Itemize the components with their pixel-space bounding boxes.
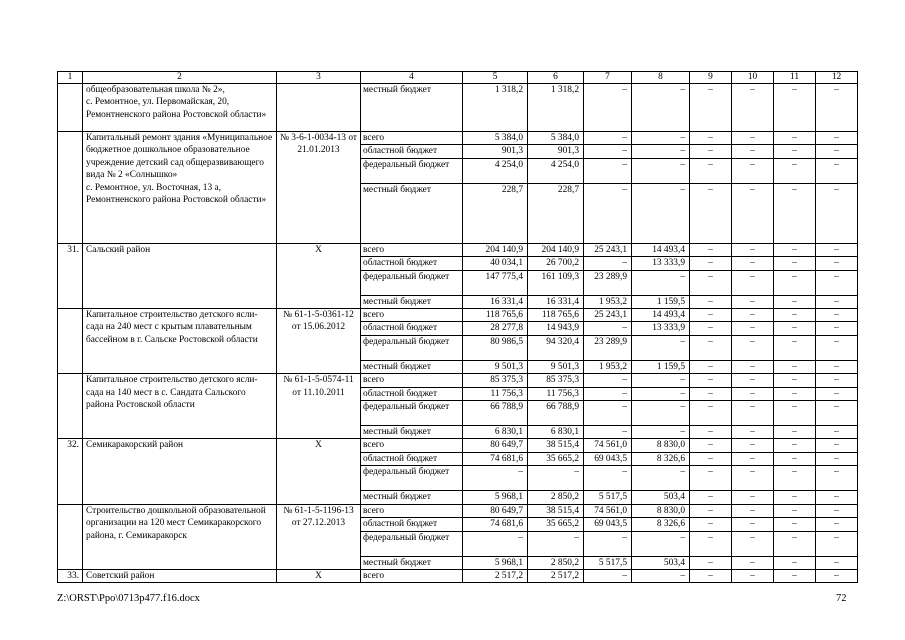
value-cell: – xyxy=(632,466,690,491)
budget-type-cell: местный бюджет xyxy=(361,295,463,308)
value-cell: 23 289,9 xyxy=(584,335,632,360)
value-cell: – xyxy=(690,183,732,243)
row-number-cell xyxy=(58,132,83,244)
value-cell: 16 331,4 xyxy=(528,295,584,308)
value-cell: – xyxy=(690,518,732,531)
value-cell: 13 333,9 xyxy=(632,322,690,335)
document-cell: № 61-1-5-0361-12 от 15.06.2012 xyxy=(277,309,361,374)
value-cell: – xyxy=(632,145,690,158)
budget-type-cell: областной бюджет xyxy=(361,322,463,335)
value-cell: – xyxy=(528,466,584,491)
budget-type-cell: местный бюджет xyxy=(361,84,463,132)
value-cell: 5 517,5 xyxy=(584,556,632,569)
value-cell: 13 333,9 xyxy=(632,257,690,270)
value-cell: – xyxy=(816,295,858,308)
value-cell: – xyxy=(774,491,816,504)
value-cell: – xyxy=(690,243,732,256)
value-cell: – xyxy=(732,504,774,517)
value-cell: 8 830,0 xyxy=(632,439,690,452)
value-cell: 38 515,4 xyxy=(528,504,584,517)
value-cell: – xyxy=(732,466,774,491)
value-cell: 25 243,1 xyxy=(584,309,632,322)
value-cell: – xyxy=(690,257,732,270)
value-cell: – xyxy=(816,374,858,387)
value-cell: – xyxy=(632,132,690,145)
value-cell: – xyxy=(632,387,690,400)
value-cell: 74 681,6 xyxy=(463,518,528,531)
value-cell: 38 515,4 xyxy=(528,439,584,452)
value-cell: – xyxy=(774,439,816,452)
row-number-cell: 32. xyxy=(58,439,83,504)
budget-type-cell: федеральный бюджет xyxy=(361,270,463,295)
object-name-cell: Капитальное строительство детского ясли-сада на 140 мест в с. Сандата Сальского района Ростовской области xyxy=(83,374,277,439)
value-cell: – xyxy=(690,556,732,569)
column-header: 10 xyxy=(732,72,774,84)
value-cell: – xyxy=(732,270,774,295)
value-cell: 94 320,4 xyxy=(528,335,584,360)
value-cell: – xyxy=(732,439,774,452)
value-cell: 5 968,1 xyxy=(463,491,528,504)
value-cell: – xyxy=(774,401,816,426)
value-cell: 8 326,6 xyxy=(632,452,690,465)
value-cell: – xyxy=(632,401,690,426)
value-cell: – xyxy=(816,132,858,145)
value-cell: – xyxy=(732,335,774,360)
value-cell: – xyxy=(690,335,732,360)
value-cell: 228,7 xyxy=(528,183,584,243)
value-cell: 66 788,9 xyxy=(528,401,584,426)
value-cell: – xyxy=(732,401,774,426)
value-cell: – xyxy=(690,132,732,145)
value-cell: – xyxy=(732,569,774,582)
value-cell: – xyxy=(774,132,816,145)
budget-type-cell: всего xyxy=(361,309,463,322)
value-cell: 26 700,2 xyxy=(528,257,584,270)
value-cell: – xyxy=(732,322,774,335)
value-cell: 2 850,2 xyxy=(528,556,584,569)
table-header-row xyxy=(58,72,858,84)
value-cell: 2 850,2 xyxy=(528,491,584,504)
value-cell: – xyxy=(632,270,690,295)
value-cell: 5 517,5 xyxy=(584,491,632,504)
value-cell: – xyxy=(690,426,732,439)
value-cell: – xyxy=(690,439,732,452)
budget-type-cell: федеральный бюджет xyxy=(361,531,463,556)
value-cell: – xyxy=(732,531,774,556)
value-cell: 11 756,3 xyxy=(528,387,584,400)
value-cell: – xyxy=(774,309,816,322)
table-row xyxy=(58,84,858,132)
value-cell: – xyxy=(774,518,816,531)
value-cell: 5 384,0 xyxy=(463,132,528,145)
value-cell: 118 765,6 xyxy=(463,309,528,322)
value-cell: – xyxy=(463,466,528,491)
value-cell: – xyxy=(774,243,816,256)
value-cell: – xyxy=(816,452,858,465)
value-cell: 1 318,2 xyxy=(463,84,528,132)
value-cell: – xyxy=(816,387,858,400)
document-cell: Х xyxy=(277,439,361,504)
value-cell: – xyxy=(584,84,632,132)
budget-type-cell: местный бюджет xyxy=(361,360,463,373)
value-cell: 23 289,9 xyxy=(584,270,632,295)
value-cell: 9 501,3 xyxy=(528,360,584,373)
value-cell: – xyxy=(690,531,732,556)
document-cell: Х xyxy=(277,569,361,582)
value-cell: – xyxy=(774,84,816,132)
value-cell: 503,4 xyxy=(632,556,690,569)
value-cell: – xyxy=(632,531,690,556)
budget-type-cell: федеральный бюджет xyxy=(361,401,463,426)
value-cell: – xyxy=(774,531,816,556)
budget-type-cell: всего xyxy=(361,374,463,387)
value-cell: 28 277,8 xyxy=(463,322,528,335)
value-cell: – xyxy=(816,270,858,295)
value-cell: – xyxy=(732,158,774,183)
value-cell: – xyxy=(584,374,632,387)
value-cell: – xyxy=(816,531,858,556)
budget-type-cell: местный бюджет xyxy=(361,426,463,439)
value-cell: – xyxy=(732,426,774,439)
row-number-cell: 31. xyxy=(58,243,83,308)
value-cell: – xyxy=(816,569,858,582)
value-cell: – xyxy=(774,426,816,439)
value-cell: 8 830,0 xyxy=(632,504,690,517)
value-cell: 74 681,6 xyxy=(463,452,528,465)
object-name-cell: Сальский район xyxy=(83,243,277,308)
table-row xyxy=(58,243,858,256)
value-cell: 80 986,5 xyxy=(463,335,528,360)
value-cell: – xyxy=(463,531,528,556)
budget-type-cell: местный бюджет xyxy=(361,556,463,569)
value-cell: 5 968,1 xyxy=(463,556,528,569)
value-cell: 228,7 xyxy=(463,183,528,243)
value-cell: – xyxy=(584,132,632,145)
value-cell: – xyxy=(690,84,732,132)
value-cell: – xyxy=(816,556,858,569)
value-cell: – xyxy=(584,569,632,582)
value-cell: – xyxy=(732,518,774,531)
row-number-cell xyxy=(58,374,83,439)
value-cell: – xyxy=(816,158,858,183)
object-name-cell: Строительство дошкольной образовательной организации на 120 мест Семикаракорского района, г. Семикаракорск xyxy=(83,504,277,569)
column-header: 12 xyxy=(816,72,858,84)
value-cell: 14 493,4 xyxy=(632,309,690,322)
value-cell: – xyxy=(774,387,816,400)
value-cell: – xyxy=(528,531,584,556)
value-cell: – xyxy=(584,158,632,183)
value-cell: – xyxy=(816,426,858,439)
value-cell: – xyxy=(732,491,774,504)
table-row xyxy=(58,504,858,517)
value-cell: – xyxy=(816,439,858,452)
value-cell: – xyxy=(774,295,816,308)
value-cell: – xyxy=(690,491,732,504)
document-cell: № 61-1-5-0574-11 от 11.10.2011 xyxy=(277,374,361,439)
value-cell: – xyxy=(690,295,732,308)
column-header: 7 xyxy=(584,72,632,84)
budget-type-cell: всего xyxy=(361,569,463,582)
value-cell: – xyxy=(690,569,732,582)
value-cell: 14 943,9 xyxy=(528,322,584,335)
value-cell: – xyxy=(584,387,632,400)
value-cell: 118 765,6 xyxy=(528,309,584,322)
value-cell: 1 318,2 xyxy=(528,84,584,132)
value-cell: – xyxy=(690,452,732,465)
column-header: 9 xyxy=(690,72,732,84)
value-cell: – xyxy=(816,518,858,531)
value-cell: – xyxy=(732,145,774,158)
value-cell: 4 254,0 xyxy=(463,158,528,183)
row-number-cell xyxy=(58,309,83,374)
budget-type-cell: областной бюджет xyxy=(361,387,463,400)
column-header: 1 xyxy=(58,72,83,84)
column-header: 11 xyxy=(774,72,816,84)
value-cell: – xyxy=(732,183,774,243)
value-cell: – xyxy=(690,270,732,295)
value-cell: – xyxy=(816,401,858,426)
budget-type-cell: всего xyxy=(361,132,463,145)
row-number-cell xyxy=(58,504,83,569)
column-header: 3 xyxy=(277,72,361,84)
value-cell: 1 159,5 xyxy=(632,360,690,373)
value-cell: – xyxy=(690,466,732,491)
value-cell: – xyxy=(816,335,858,360)
budget-type-cell: областной бюджет xyxy=(361,518,463,531)
value-cell: – xyxy=(774,360,816,373)
value-cell: – xyxy=(632,84,690,132)
value-cell: – xyxy=(774,452,816,465)
value-cell: – xyxy=(816,84,858,132)
object-name-cell: Советский район xyxy=(83,569,277,582)
value-cell: 74 561,0 xyxy=(584,439,632,452)
value-cell: – xyxy=(584,145,632,158)
value-cell: – xyxy=(774,158,816,183)
file-path: Z:\ORST\Ppo\0713p477.f16.docx xyxy=(57,593,200,604)
table-row xyxy=(58,132,858,145)
value-cell: 503,4 xyxy=(632,491,690,504)
value-cell: – xyxy=(690,374,732,387)
value-cell: – xyxy=(732,257,774,270)
value-cell: – xyxy=(632,374,690,387)
value-cell: 204 140,9 xyxy=(463,243,528,256)
value-cell: 25 243,1 xyxy=(584,243,632,256)
budget-type-cell: федеральный бюджет xyxy=(361,158,463,183)
value-cell: 204 140,9 xyxy=(528,243,584,256)
object-name-cell: Капитальное строительство детского ясли-сада на 240 мест с крытым плавательным бассейном в г. Сальске Ростовской области xyxy=(83,309,277,374)
object-name-cell: Семикаракорский район xyxy=(83,439,277,504)
column-header: 5 xyxy=(463,72,528,84)
column-header: 6 xyxy=(528,72,584,84)
value-cell: – xyxy=(732,243,774,256)
value-cell: 11 756,3 xyxy=(463,387,528,400)
document-cell: № 3-6-1-0034-13 от 21.01.2013 xyxy=(277,132,361,244)
value-cell: – xyxy=(774,504,816,517)
value-cell: – xyxy=(632,335,690,360)
value-cell: – xyxy=(732,387,774,400)
value-cell: – xyxy=(816,309,858,322)
value-cell: 85 375,3 xyxy=(528,374,584,387)
document-cell xyxy=(277,84,361,132)
value-cell: 66 788,9 xyxy=(463,401,528,426)
value-cell: – xyxy=(774,374,816,387)
value-cell: – xyxy=(690,360,732,373)
object-name-cell: общеобразовательная школа № 2», с. Ремонтное, ул. Первомайская, 20, Ремонтненского района Ростовской области» xyxy=(83,84,277,132)
value-cell: 74 561,0 xyxy=(584,504,632,517)
value-cell: 8 326,6 xyxy=(632,518,690,531)
value-cell: – xyxy=(774,145,816,158)
value-cell: – xyxy=(816,183,858,243)
budget-type-cell: областной бюджет xyxy=(361,257,463,270)
value-cell: – xyxy=(816,504,858,517)
value-cell: – xyxy=(584,466,632,491)
value-cell: 80 649,7 xyxy=(463,439,528,452)
value-cell: – xyxy=(690,387,732,400)
value-cell: 69 043,5 xyxy=(584,518,632,531)
value-cell: – xyxy=(732,556,774,569)
table-row xyxy=(58,309,858,322)
value-cell: – xyxy=(632,183,690,243)
table-row xyxy=(58,374,858,387)
budget-type-cell: всего xyxy=(361,439,463,452)
value-cell: – xyxy=(774,335,816,360)
value-cell: – xyxy=(584,531,632,556)
value-cell: – xyxy=(632,158,690,183)
value-cell: 69 043,5 xyxy=(584,452,632,465)
value-cell: – xyxy=(632,426,690,439)
document-cell: № 61-1-5-1196-13 от 27.12.2013 xyxy=(277,504,361,569)
value-cell: – xyxy=(732,295,774,308)
value-cell: – xyxy=(584,322,632,335)
value-cell: 6 830,1 xyxy=(463,426,528,439)
value-cell: – xyxy=(690,158,732,183)
value-cell: – xyxy=(690,322,732,335)
value-cell: 4 254,0 xyxy=(528,158,584,183)
value-cell: 14 493,4 xyxy=(632,243,690,256)
value-cell: – xyxy=(732,452,774,465)
value-cell: – xyxy=(816,491,858,504)
budget-type-cell: федеральный бюджет xyxy=(361,335,463,360)
value-cell: – xyxy=(816,466,858,491)
value-cell: – xyxy=(584,257,632,270)
value-cell: 16 331,4 xyxy=(463,295,528,308)
column-header: 2 xyxy=(83,72,277,84)
document-cell: Х xyxy=(277,243,361,308)
value-cell: – xyxy=(816,257,858,270)
value-cell: 35 665,2 xyxy=(528,518,584,531)
value-cell: 5 384,0 xyxy=(528,132,584,145)
value-cell: 2 517,2 xyxy=(528,569,584,582)
budget-type-cell: всего xyxy=(361,243,463,256)
value-cell: – xyxy=(690,145,732,158)
value-cell: – xyxy=(774,257,816,270)
value-cell: – xyxy=(584,183,632,243)
value-cell: 80 649,7 xyxy=(463,504,528,517)
row-number-cell xyxy=(58,84,83,132)
value-cell: – xyxy=(816,145,858,158)
budget-type-cell: областной бюджет xyxy=(361,145,463,158)
value-cell: 1 953,2 xyxy=(584,295,632,308)
value-cell: – xyxy=(732,374,774,387)
value-cell: 901,3 xyxy=(528,145,584,158)
column-header: 4 xyxy=(361,72,463,84)
value-cell: – xyxy=(732,309,774,322)
row-number-cell: 33. xyxy=(58,569,83,582)
value-cell: 147 775,4 xyxy=(463,270,528,295)
value-cell: 6 830,1 xyxy=(528,426,584,439)
value-cell: – xyxy=(774,556,816,569)
value-cell: 161 109,3 xyxy=(528,270,584,295)
value-cell: 40 034,1 xyxy=(463,257,528,270)
value-cell: 901,3 xyxy=(463,145,528,158)
budget-table xyxy=(57,71,858,583)
value-cell: 2 517,2 xyxy=(463,569,528,582)
value-cell: – xyxy=(690,504,732,517)
value-cell: – xyxy=(632,569,690,582)
value-cell: – xyxy=(732,132,774,145)
value-cell: – xyxy=(584,401,632,426)
column-header: 8 xyxy=(632,72,690,84)
value-cell: 9 501,3 xyxy=(463,360,528,373)
table-row xyxy=(58,569,858,582)
budget-type-cell: местный бюджет xyxy=(361,183,463,243)
object-name-cell: Капитальный ремонт здания «Муниципальное бюджетное дошкольное образовательное учреждение детский сад общеразвивающего вида № 2 «Солнышко» с. Ремонтное, ул. Восточная, 13 а, Ремонтненского района Ростовской области» xyxy=(83,132,277,244)
value-cell: – xyxy=(816,322,858,335)
value-cell: 1 159,5 xyxy=(632,295,690,308)
table-body xyxy=(58,84,858,583)
value-cell: – xyxy=(774,322,816,335)
value-cell: – xyxy=(774,183,816,243)
value-cell: – xyxy=(774,270,816,295)
value-cell: – xyxy=(690,401,732,426)
value-cell: – xyxy=(816,360,858,373)
value-cell: – xyxy=(774,569,816,582)
value-cell: – xyxy=(732,84,774,132)
value-cell: – xyxy=(774,466,816,491)
value-cell: – xyxy=(816,243,858,256)
value-cell: – xyxy=(584,426,632,439)
table-row xyxy=(58,439,858,452)
budget-type-cell: областной бюджет xyxy=(361,452,463,465)
budget-type-cell: федеральный бюджет xyxy=(361,466,463,491)
value-cell: – xyxy=(732,360,774,373)
value-cell: 85 375,3 xyxy=(463,374,528,387)
value-cell: 35 665,2 xyxy=(528,452,584,465)
value-cell: 1 953,2 xyxy=(584,360,632,373)
page-number: 72 xyxy=(836,593,847,604)
value-cell: – xyxy=(690,309,732,322)
budget-type-cell: всего xyxy=(361,504,463,517)
budget-type-cell: местный бюджет xyxy=(361,491,463,504)
